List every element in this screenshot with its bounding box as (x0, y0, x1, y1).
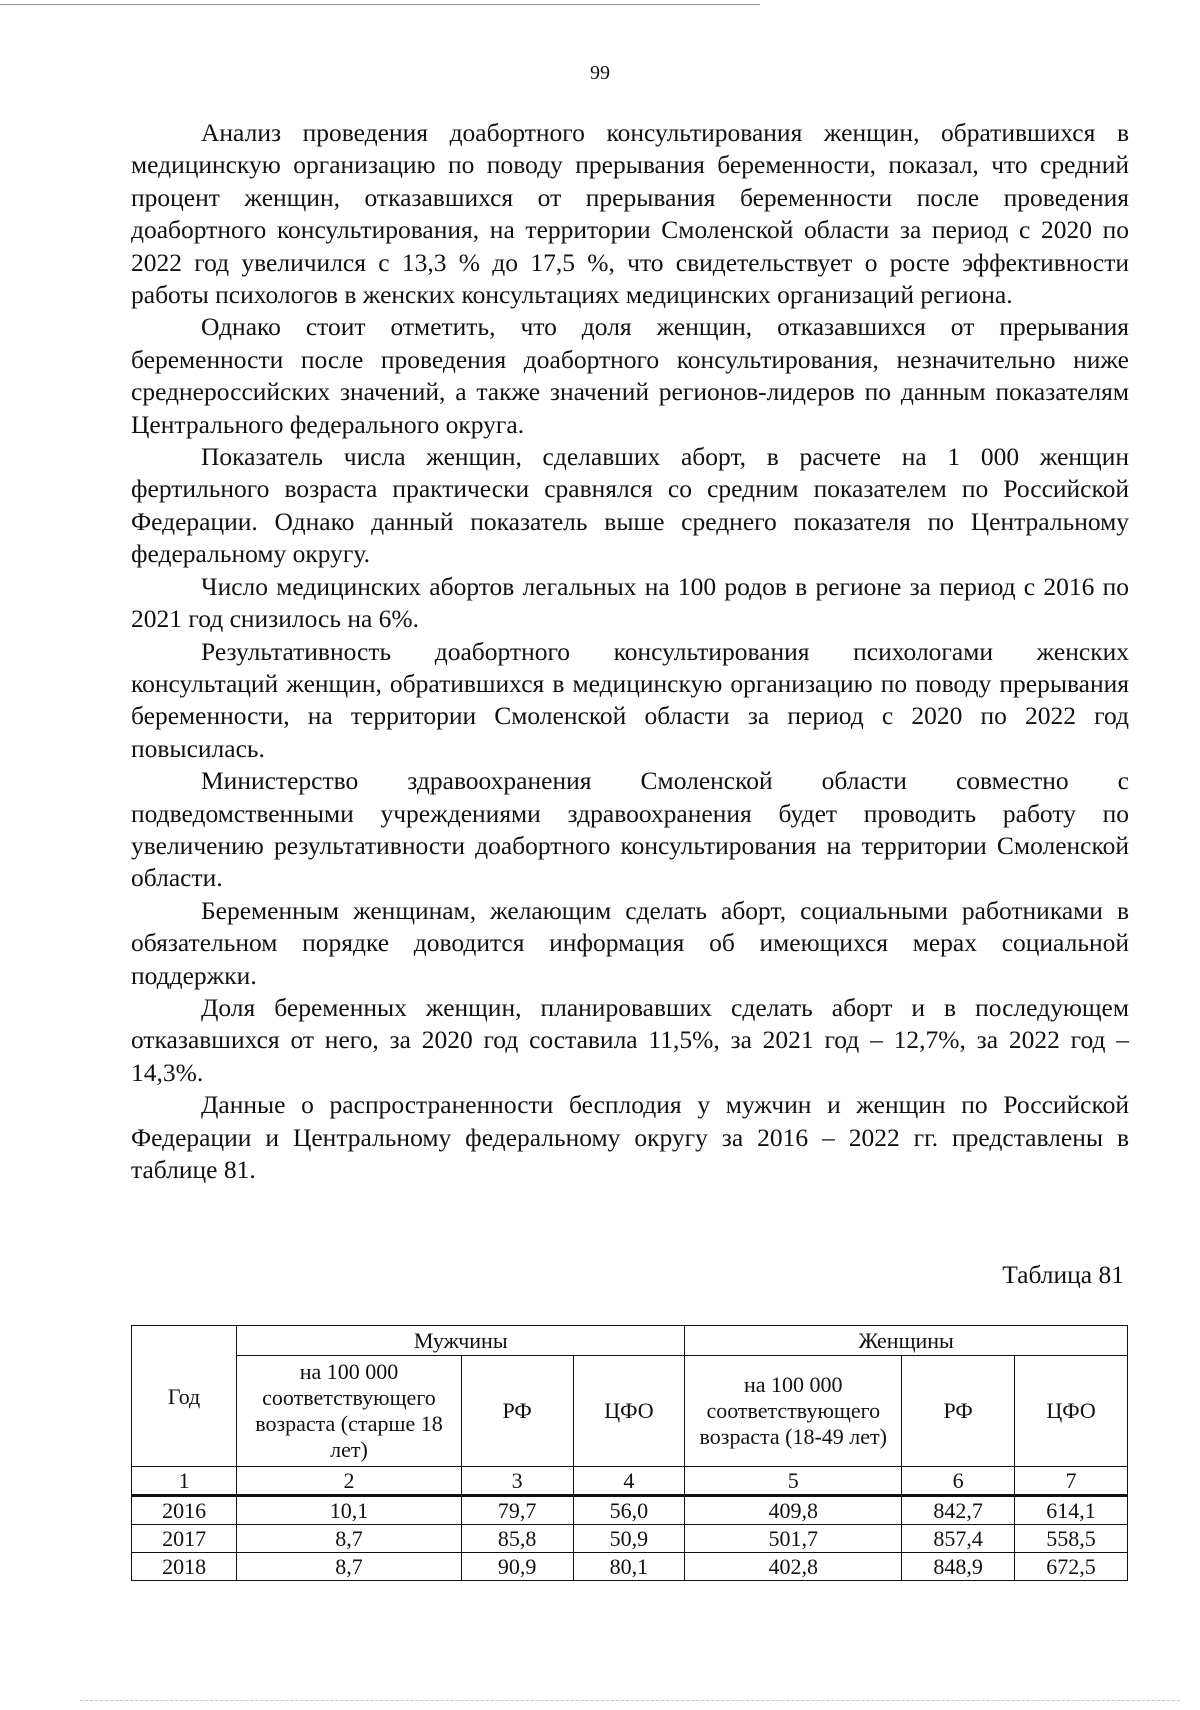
table-cell: 558,5 (1015, 1525, 1128, 1553)
column-number: 1 (132, 1467, 237, 1496)
table-cell: 848,9 (902, 1553, 1015, 1581)
table-cell: 857,4 (902, 1525, 1015, 1553)
column-number: 3 (461, 1467, 573, 1496)
paragraph: Однако стоит отметить, что доля женщин, отказавшихся от прерывания беременности после проведения доабортного консультирования, незначительно ниже среднероссийских значений, а также значений регионов-лидеров по данным показателям Центрального федерального округа. (131, 312, 1129, 439)
table-cell: 90,9 (461, 1553, 573, 1581)
table-cell: 402,8 (685, 1553, 902, 1581)
paragraph: Число медицинских абортов легальных на 100 родов в регионе за период с 2016 по 2021 год снизилось на 6%. (131, 571, 1129, 634)
column-number: 2 (237, 1467, 462, 1496)
column-number-row (132, 1467, 1128, 1496)
table-row (132, 1525, 1128, 1553)
table-cell: 409,8 (685, 1496, 902, 1525)
table-cell: 614,1 (1015, 1496, 1128, 1525)
year-cell: 2017 (132, 1525, 237, 1553)
year-cell: 2018 (132, 1553, 237, 1581)
table-subheader-row (132, 1356, 1128, 1467)
column-number: 4 (573, 1467, 685, 1496)
table-row (132, 1553, 1128, 1581)
women-cfo-header: ЦФО (1015, 1356, 1128, 1467)
paragraph: Данные о распространенности бесплодия у мужчин и женщин по Российской Федерации и Центральному федеральному округу за 2016 – 2022 гг. представлены в таблице 81. (131, 1090, 1129, 1184)
table-cell: 56,0 (573, 1496, 685, 1525)
table-caption: Таблица 81 (1002, 1260, 1124, 1289)
table-cell: 8,7 (237, 1525, 462, 1553)
men-rf-header: РФ (461, 1356, 573, 1467)
body-text (131, 117, 1129, 1186)
paragraph: Доля беременных женщин, планировавших сделать аборт и в последующем отказавшихся от него, за 2020 год составила 11,5%, за 2021 год – 12,7%, за 2022 год – 14,3%. (131, 992, 1129, 1087)
table-cell: 50,9 (573, 1525, 685, 1553)
paragraph: Результативность доабортного консультирования психологами женских консультаций женщин, обратившихся в медицинскую организацию по поводу прерывания беременности, на территории Смоленской области за период с 2020 по 2022 год повысилась. (131, 636, 1129, 763)
men-cfo-header: ЦФО (573, 1356, 685, 1467)
paragraph: Анализ проведения доабортного консультирования женщин, обратившихся в медицинскую организацию по поводу прерывания беременности, показал, что средний процент женщин, отказавшихся от прерывания беременности после проведения доабортного консультирования, на территории Смоленской области за период с 2020 по 2022 год увеличился с 13,3 % до 17,5 %, что свидетельствует о росте эффективности работы психологов в женских консультациях медицинских организаций региона. (131, 118, 1129, 310)
women-group-header: Женщины (685, 1326, 1128, 1356)
table-cell: 10,1 (237, 1496, 462, 1525)
column-number: 7 (1015, 1467, 1128, 1496)
top-edge-rule (0, 4, 760, 5)
men-group-header: Мужчины (237, 1326, 685, 1356)
table-cell: 79,7 (461, 1496, 573, 1525)
column-number: 5 (685, 1467, 902, 1496)
paragraph: Министерство здравоохранения Смоленской области совместно с подведомственными учреждениями здравоохранения будет проводить работу по увеличению результативности доабортного консультирования на территории Смоленской области. (131, 766, 1129, 893)
paragraph: Показатель числа женщин, сделавших аборт, в расчете на 1 000 женщин фертильного возраста практически сравнялся со средним показателем по Российской Федерации. Однако данный показатель выше среднего показателя по Центральному федеральному округу. (131, 442, 1129, 569)
paragraph: Беременным женщинам, желающим сделать аборт, социальными работниками в обязательном порядке доводится информация об имеющихся мерах социальной поддержки. (131, 895, 1129, 990)
table-cell: 842,7 (902, 1496, 1015, 1525)
table-cell: 501,7 (685, 1525, 902, 1553)
table-group-header-row (132, 1326, 1128, 1356)
table-cell: 85,8 (461, 1525, 573, 1553)
column-number: 6 (902, 1467, 1015, 1496)
bottom-edge-rule (80, 1700, 1180, 1701)
page-number: 99 (590, 62, 610, 84)
year-header: Год (132, 1326, 237, 1467)
table-cell: 672,5 (1015, 1553, 1128, 1581)
women-per-100k-header: на 100 000 соответствующего возраста (18-49 лет) (685, 1356, 902, 1467)
table-cell: 80,1 (573, 1553, 685, 1581)
table-cell: 8,7 (237, 1553, 462, 1581)
table-row (132, 1496, 1128, 1525)
year-cell: 2016 (132, 1496, 237, 1525)
women-rf-header: РФ (902, 1356, 1015, 1467)
men-per-100k-header: на 100 000 соответствующего возраста (старше 18 лет) (237, 1356, 462, 1467)
infertility-table (131, 1325, 1128, 1581)
